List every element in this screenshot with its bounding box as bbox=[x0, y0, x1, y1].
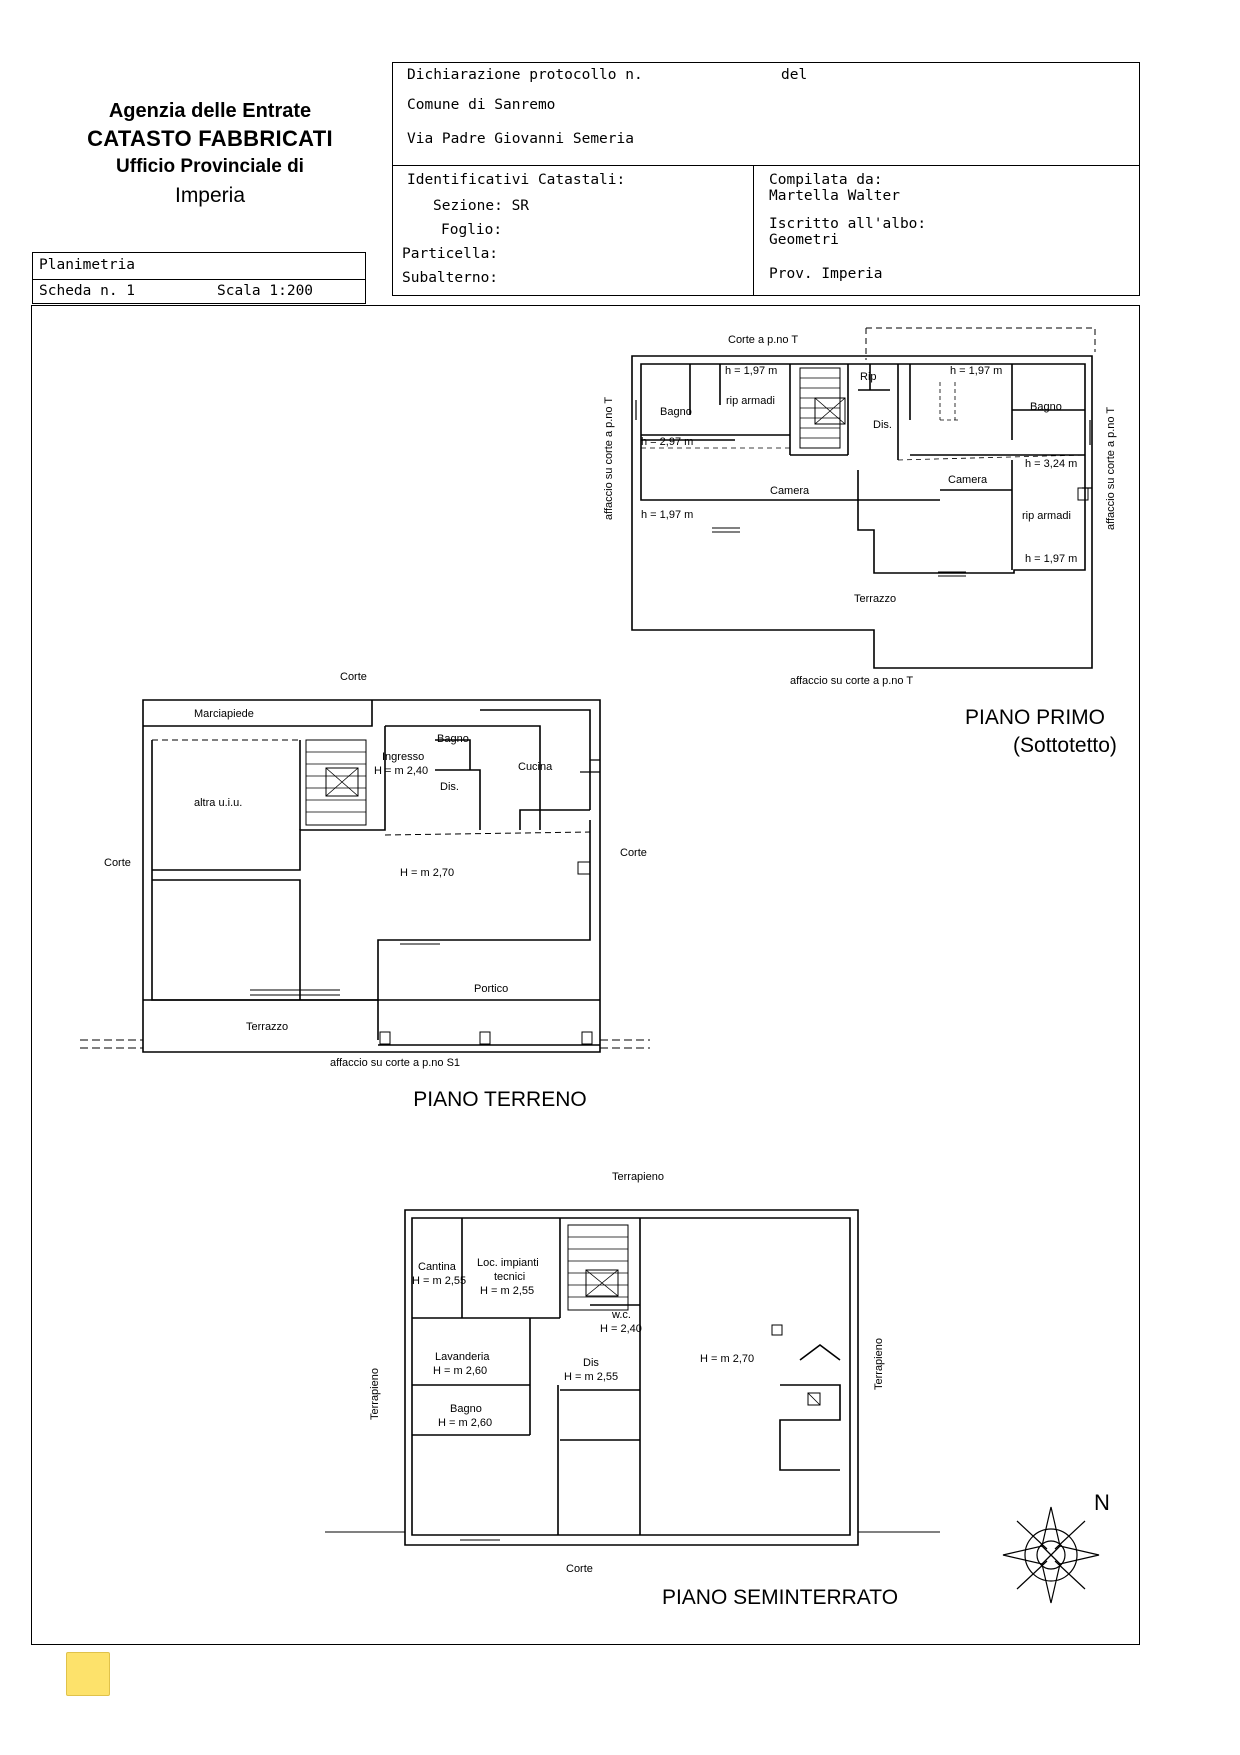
ps-lavanderia: Lavanderia bbox=[435, 1351, 490, 1363]
pp-camera-right: Camera bbox=[948, 474, 988, 486]
pp-rip-armadi-left: rip armadi bbox=[726, 395, 775, 407]
pp-terrazzo: Terrazzo bbox=[854, 593, 897, 605]
compilata-label: Compilata da: bbox=[769, 172, 883, 188]
pt-portico: Portico bbox=[474, 983, 509, 995]
dichiarazione-label: Dichiarazione protocollo n. bbox=[407, 67, 643, 83]
ps-wc-h: H = 2,40 bbox=[600, 1323, 642, 1335]
pt-terrazzo: Terrazzo bbox=[246, 1021, 289, 1033]
ps-terrapieno-right: Terrapieno bbox=[873, 1338, 885, 1390]
via-label: Via Padre Giovanni Semeria bbox=[407, 131, 634, 147]
pp-h324: h = 3,24 m bbox=[1025, 458, 1078, 470]
pp-bagno-right: Bagno bbox=[1030, 401, 1062, 413]
iscritto-label: Iscritto all'albo: bbox=[769, 216, 927, 232]
foglio-label: Foglio: bbox=[441, 222, 503, 238]
ps-bagno-h: H = m 2,60 bbox=[438, 1417, 493, 1429]
pp-h197-a: h = 1,97 m bbox=[725, 365, 778, 377]
piano-seminterrato-title: PIANO SEMINTERRATO bbox=[661, 1586, 899, 1609]
pp-h197-c: h = 1,97 m bbox=[950, 365, 1003, 377]
particella-label: Particella: bbox=[402, 246, 499, 262]
yellow-marker bbox=[66, 1652, 110, 1696]
pt-corte-top: Corte bbox=[340, 671, 367, 683]
identificativi-title: Identificativi Catastali: bbox=[407, 172, 626, 188]
pp-affaccio-bottom: affaccio su corte a p.no T bbox=[790, 675, 914, 687]
agency-name: Agenzia delle Entrate bbox=[108, 100, 312, 122]
subalterno-label: Subalterno: bbox=[402, 270, 499, 286]
piano-terreno-plan bbox=[80, 700, 650, 1052]
pp-h197-b: h = 1,97 m bbox=[641, 509, 694, 521]
pt-main-h: H = m 2,70 bbox=[400, 867, 455, 879]
scheda-number: Scheda n. 1 bbox=[39, 283, 136, 299]
pp-h197-d: h = 1,97 m bbox=[1025, 553, 1078, 565]
ps-bagno: Bagno bbox=[450, 1403, 482, 1415]
pp-rip-armadi-right: rip armadi bbox=[1022, 510, 1071, 522]
planimetria-title: Planimetria bbox=[39, 257, 136, 273]
pt-ingresso: Ingresso bbox=[382, 751, 425, 763]
pp-h297: h = 2,97 m bbox=[641, 436, 694, 448]
ps-cantina-h: H = m 2,55 bbox=[412, 1275, 467, 1287]
ps-dis: Dis bbox=[583, 1357, 599, 1369]
catasto-title: CATASTO FABBRICATI bbox=[87, 126, 333, 151]
pp-affaccio-left: affaccio su corte a p.no T bbox=[603, 396, 615, 520]
pt-bagno: Bagno bbox=[437, 733, 469, 745]
pt-affaccio-bottom: affaccio su corte a p.no S1 bbox=[330, 1057, 461, 1069]
pt-corte-left: Corte bbox=[104, 857, 131, 869]
pp-rip: Rip bbox=[860, 371, 877, 383]
compass-north-label: N bbox=[1094, 1490, 1110, 1515]
ps-corte-bottom: Corte bbox=[566, 1563, 593, 1575]
ps-terrapieno-left: Terrapieno bbox=[369, 1368, 381, 1420]
pt-ingresso-h: H = m 2,40 bbox=[374, 765, 429, 777]
pt-corte-right: Corte bbox=[620, 847, 647, 859]
ps-lavanderia-h: H = m 2,60 bbox=[433, 1365, 488, 1377]
ps-loc-impianti-h: H = m 2,55 bbox=[480, 1285, 535, 1297]
pt-marciapiede: Marciapiede bbox=[194, 708, 254, 720]
ps-loc-impianti-2: tecnici bbox=[494, 1271, 526, 1283]
piano-terreno-title: PIANO TERRENO bbox=[413, 1088, 587, 1111]
pt-cucina: Cucina bbox=[518, 761, 553, 773]
piano-primo-title: PIANO PRIMO bbox=[964, 706, 1106, 729]
ps-loc-impianti-1: Loc. impianti bbox=[477, 1257, 539, 1269]
compilatore-name: Martella Walter bbox=[769, 188, 900, 204]
ps-main-h: H = m 2,70 bbox=[700, 1353, 755, 1365]
sezione-label: Sezione: SR bbox=[433, 198, 530, 214]
pt-dis: Dis. bbox=[440, 781, 459, 793]
comune-label: Comune di Sanremo bbox=[407, 97, 556, 113]
pp-dis: Dis. bbox=[873, 419, 892, 431]
del-label: del bbox=[781, 67, 808, 83]
albo-name: Geometri bbox=[769, 232, 839, 248]
provincia-name: Imperia bbox=[174, 184, 246, 207]
ps-dis-h: H = m 2,55 bbox=[564, 1371, 619, 1383]
ps-wc: w.c. bbox=[612, 1309, 631, 1321]
provincia-albo: Prov. Imperia bbox=[769, 266, 883, 282]
ufficio-label: Ufficio Provinciale di bbox=[116, 156, 304, 177]
pp-corte-top: Corte a p.no T bbox=[728, 334, 799, 346]
ps-terrapieno-top: Terrapieno bbox=[612, 1171, 664, 1183]
piano-primo-subtitle: (Sottotetto) bbox=[1013, 734, 1117, 757]
compass-rose-icon bbox=[1003, 1507, 1099, 1603]
pt-altra-ui: altra u.i.u. bbox=[194, 797, 243, 809]
pp-affaccio-right: affaccio su corte a p.no T bbox=[1105, 406, 1117, 530]
scala: Scala 1:200 bbox=[217, 283, 314, 299]
pp-camera-left: Camera bbox=[770, 485, 810, 497]
pp-bagno-left: Bagno bbox=[660, 406, 692, 418]
ps-cantina: Cantina bbox=[418, 1261, 456, 1273]
